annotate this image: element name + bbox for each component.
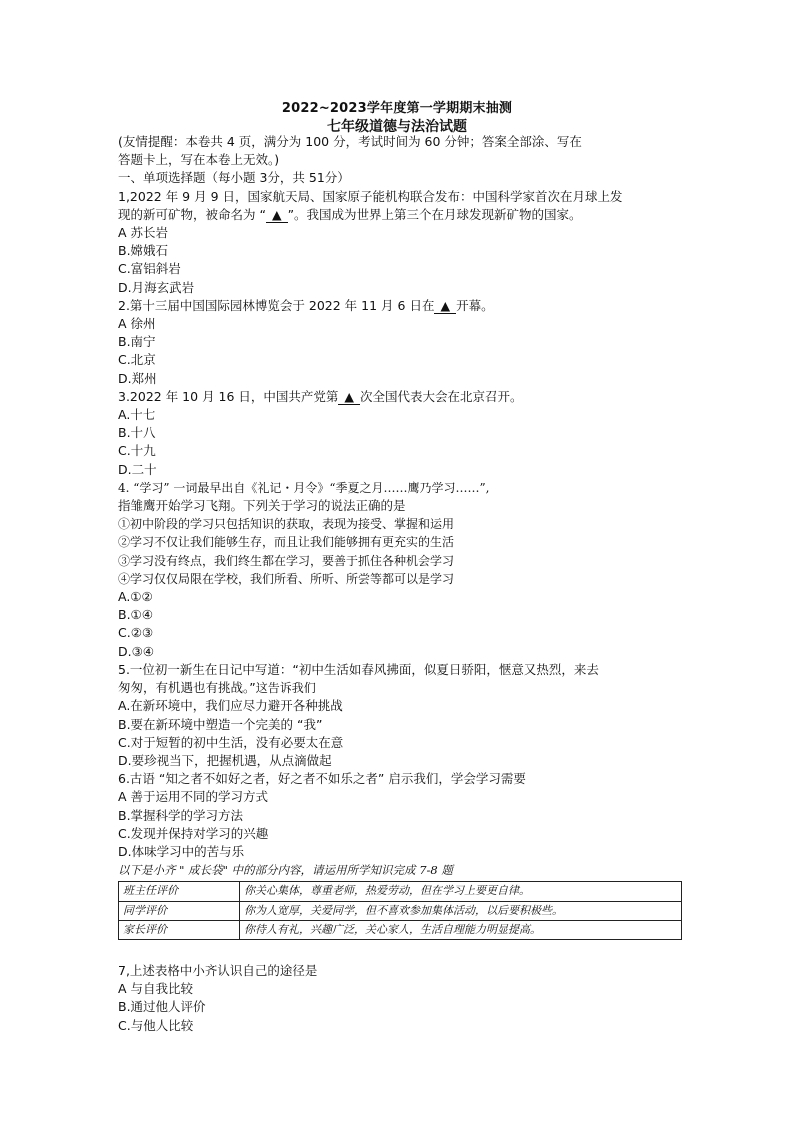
option: C.与他人比较 — [118, 1017, 194, 1033]
option: B.①④ — [118, 607, 153, 623]
option: D.月海玄武岩 — [118, 279, 195, 295]
question-2-stem: 2.第十三届中国国际园林博览会于 2022 年 11 月 6 日在 ▲ 开幕。 — [118, 297, 494, 313]
option: D.③④ — [118, 643, 155, 659]
option: C.富铝斜岩 — [118, 261, 181, 277]
question-5-stem: 5.一位初一新生在日记中写道：“初中生活如春风拂面，似夏日骄阳，惬意又热烈，来去 — [118, 661, 599, 677]
notice-line-1: (友情提醒：本卷共 4 页，满分为 100 分，考试时间为 60 分钟；答案全部涂、写在 — [118, 134, 582, 149]
option: D.体味学习中的苦与乐 — [118, 843, 245, 859]
table-intro: 以下是小齐 " 成长袋" 中的部分内容，请运用所学知识完成 7-8 题 — [118, 863, 453, 878]
question-4-stem-cont: 指雏鹰开始学习飞翔。下列关于学习的说法正确的是 — [118, 498, 406, 514]
comment-cell: 你待人有礼，兴趣广泛，关心家人，生活自理能力明显提高。 — [240, 920, 682, 939]
option: C.十九 — [118, 443, 156, 459]
option: B.嫦娥石 — [118, 243, 169, 259]
question-1-stem-cont: 现的新可矿物，被命名为 “ ▲ ”。我国成为世界上第三个在月球发现新矿物的国家。 — [118, 206, 582, 222]
option: A 善于运用不同的学习方式 — [118, 789, 269, 805]
table-row — [119, 882, 682, 901]
option: C.②③ — [118, 625, 154, 641]
option: B.南宁 — [118, 334, 156, 350]
evaluation-table — [118, 881, 682, 940]
statement: ③学习没有终点，我们终生都在学习，要善于抓住各种机会学习 — [118, 553, 455, 568]
option: B.十八 — [118, 425, 156, 441]
spacer — [118, 940, 688, 962]
comment-cell: 你关心集体，尊重老师，热爱劳动，但在学习上要更自律。 — [240, 882, 682, 901]
statement: ①初中阶段的学习只包括知识的获取，表现为接受、掌握和运用 — [118, 517, 455, 532]
question-1-stem: 1,2022 年 9 月 9 日，国家航天局、国家原子能机构联合发布：中国科学家首次在月球上发 — [118, 188, 623, 204]
option: C.对于短暂的初中生活，没有必要太在意 — [118, 734, 344, 750]
option: A.十七 — [118, 407, 156, 423]
answer-blank: ▲ — [266, 208, 288, 223]
option: D.要珍视当下，把握机遇，从点滴做起 — [118, 752, 332, 768]
question-6-stem: 6.古语 “知之者不如好之者，好之者不如乐之者” 启示我们，学会学习需要 — [118, 771, 526, 787]
option: D.二十 — [118, 461, 157, 477]
comment-cell: 你为人宽厚，关爱同学，但不喜欢参加集体活动，以后要积极些。 — [240, 901, 682, 920]
option: D.郑州 — [118, 370, 157, 386]
table-row — [119, 901, 682, 920]
question-5-stem-cont: 匆匆，有机遇也有挑战。”这告诉我们 — [118, 680, 316, 696]
role-cell: 同学评价 — [119, 901, 240, 920]
option: A 与自我比较 — [118, 981, 194, 997]
option: C.北京 — [118, 352, 156, 368]
answer-blank: ▲ — [338, 390, 360, 405]
option: B.掌握科学的学习方法 — [118, 807, 244, 823]
option: A.在新环境中，我们应尽力避开各种挑战 — [118, 698, 343, 714]
answer-blank: ▲ — [434, 299, 456, 314]
statement: ②学习不仅让我们能够生存，而且让我们能够拥有更充实的生活 — [118, 535, 455, 550]
option: C.发现并保持对学习的兴趣 — [118, 825, 269, 841]
role-cell: 家长评价 — [119, 920, 240, 939]
exam-title: 2022~2023学年度第一学期期末抽测 — [281, 101, 513, 116]
option: B.要在新环境中塑造一个完美的 “我” — [118, 716, 323, 732]
question-7-stem: 7,上述表格中小齐认识自己的途径是 — [118, 962, 318, 978]
notice-line-2: 答题卡上，写在本卷上无效。) — [118, 152, 280, 168]
option: A.①② — [118, 589, 153, 605]
statement: ④学习仅仅局限在学校，我们所看、所听、所尝等都可以是学习 — [118, 571, 455, 586]
exam-subtitle: 七年级道德与法治试题 — [327, 119, 467, 135]
exam-body — [118, 133, 688, 1035]
option: A 徐州 — [118, 316, 156, 332]
question-4-stem: 4. “学习” 一词最早出自《礼记・月令》“季夏之月……鹰乃学习……”, — [118, 480, 490, 495]
table-row — [119, 920, 682, 939]
option: A 苏长岩 — [118, 225, 169, 241]
section-heading: 一、单项选择题（每小题 3分，共 51分） — [118, 170, 350, 186]
option: B.通过他人评价 — [118, 999, 206, 1015]
question-3-stem: 3.2022 年 10 月 16 日，中国共产党第 ▲ 次全国代表大会在北京召开。 — [118, 388, 523, 404]
role-cell: 班主任评价 — [119, 882, 240, 901]
